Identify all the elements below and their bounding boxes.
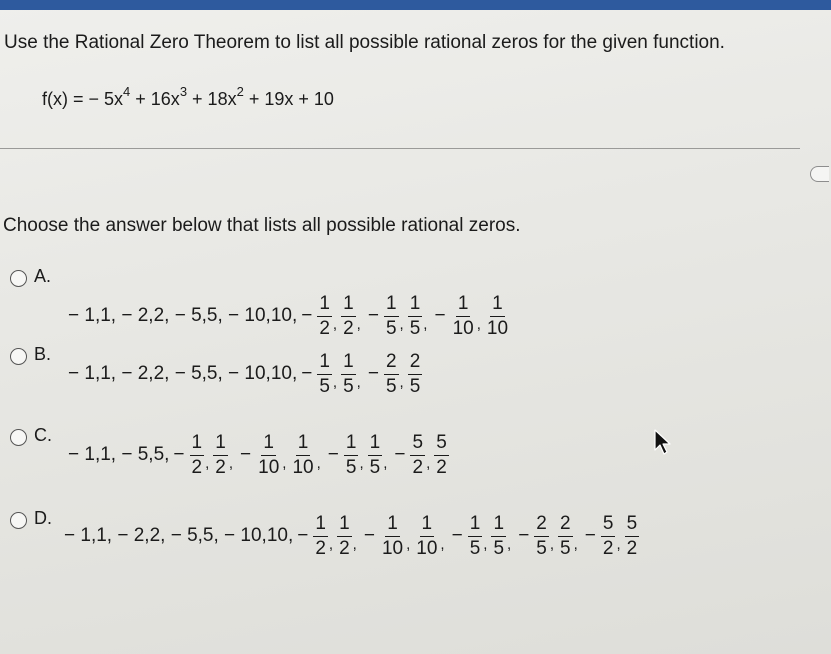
option-fractions — [297, 294, 511, 339]
comma-separator: , — [205, 454, 210, 472]
fraction-denominator: 5 — [409, 317, 421, 339]
fraction-numerator: 5 — [410, 433, 425, 456]
fraction-numerator: 1 — [368, 433, 383, 456]
fraction-sign: − — [518, 525, 530, 547]
function-expression — [42, 86, 334, 110]
fraction-denominator: 2 — [339, 537, 350, 559]
top-accent-bar — [0, 0, 831, 10]
fraction-numerator: 1 — [385, 514, 400, 537]
fraction-denominator: 2 — [315, 537, 326, 559]
fraction-numerator: 1 — [420, 514, 435, 537]
fraction — [408, 352, 423, 397]
option-letter: B. — [34, 344, 52, 364]
comma-separator: , — [352, 535, 357, 553]
fraction-denominator: 2 — [215, 456, 226, 478]
fraction-sign: − — [584, 525, 596, 547]
fraction — [384, 352, 399, 397]
comma-separator: , — [356, 315, 361, 333]
fraction-numerator: 1 — [261, 433, 276, 456]
option-letter: A. — [34, 266, 52, 286]
fraction — [534, 514, 549, 559]
fraction-numerator: 1 — [190, 433, 205, 456]
fraction-denominator: 2 — [343, 317, 354, 339]
fraction-sign: − — [451, 525, 463, 547]
fraction — [368, 433, 383, 478]
fraction-numerator: 1 — [384, 294, 399, 317]
fraction — [344, 433, 359, 478]
option-fractions — [169, 433, 449, 478]
fraction-numerator: 1 — [344, 433, 359, 456]
comma-separator: , — [616, 535, 621, 553]
fraction-numerator: 1 — [317, 294, 332, 317]
fraction-sign: − — [327, 444, 339, 466]
option-fractions — [297, 352, 423, 397]
fraction-numerator: 1 — [341, 352, 356, 375]
comma-separator: , — [507, 535, 512, 553]
fraction — [341, 294, 356, 339]
fraction — [290, 433, 315, 478]
section-divider — [0, 148, 800, 149]
fraction-denominator: 10 — [258, 456, 280, 478]
fraction-denominator: 5 — [345, 456, 357, 478]
fraction-sign: − — [240, 444, 252, 466]
function-term-3: + 18x — [187, 89, 237, 109]
answer-prompt: Choose the answer below that lists all possible rational zeros. — [3, 215, 521, 236]
fraction-denominator: 5 — [469, 537, 481, 559]
option-fractions — [293, 514, 640, 559]
answer-option-a[interactable] — [0, 262, 780, 339]
option-answer[interactable] — [68, 294, 511, 339]
radio-empty-icon[interactable] — [10, 429, 27, 446]
fraction-denominator: 2 — [626, 537, 638, 559]
fraction — [408, 294, 423, 339]
fraction — [410, 433, 425, 478]
fraction-numerator: 5 — [601, 514, 616, 537]
radio-empty-icon[interactable] — [10, 348, 27, 365]
option-integers: − 1,1, − 2,2, − 5,5, − 10,10, — [68, 363, 298, 385]
comma-separator: , — [359, 454, 364, 472]
fraction-numerator: 5 — [434, 433, 449, 456]
fraction — [213, 433, 228, 478]
comma-separator: , — [476, 315, 481, 333]
fraction-numerator: 1 — [468, 514, 483, 537]
fraction-sign: − — [297, 525, 309, 547]
fraction-denominator: 5 — [319, 375, 330, 397]
comma-separator: , — [483, 535, 488, 553]
fraction-numerator: 2 — [408, 352, 423, 375]
option-integers: − 1,1, − 5,5, — [68, 444, 170, 466]
fraction — [317, 294, 332, 339]
expand-handle-button[interactable] — [810, 166, 829, 182]
fraction-sign: − — [363, 525, 375, 547]
fraction-sign: − — [173, 444, 185, 466]
fraction-denominator: 5 — [385, 317, 397, 339]
mouse-pointer-icon — [652, 428, 674, 456]
fraction-sign: − — [301, 363, 313, 385]
fraction-numerator: 2 — [558, 514, 573, 537]
option-letter: C. — [34, 425, 52, 445]
comma-separator: , — [332, 315, 338, 333]
function-term-2: + 16x — [130, 89, 180, 109]
answer-option-d[interactable] — [0, 508, 780, 578]
comma-separator: , — [399, 315, 404, 333]
fraction — [485, 294, 510, 339]
fraction-numerator: 2 — [534, 514, 549, 537]
fraction-denominator: 2 — [191, 456, 203, 478]
fraction-denominator: 10 — [486, 317, 509, 339]
fraction — [601, 514, 616, 559]
fraction-denominator: 10 — [381, 537, 404, 559]
fraction-denominator: 5 — [409, 375, 421, 397]
comma-separator: , — [316, 454, 321, 472]
answer-option-b[interactable] — [0, 344, 780, 414]
fraction — [384, 294, 399, 339]
comma-separator: , — [440, 535, 445, 553]
fraction-numerator: 1 — [337, 514, 352, 537]
fraction — [434, 433, 449, 478]
fraction-denominator: 5 — [560, 537, 571, 559]
fraction — [414, 514, 439, 559]
fraction — [256, 433, 281, 478]
fraction-sign: − — [367, 363, 379, 385]
option-integers: − 1,1, − 2,2, − 5,5, − 10,10, — [64, 525, 294, 547]
fraction-denominator: 5 — [343, 375, 354, 397]
fraction-numerator: 1 — [296, 433, 311, 456]
fraction — [491, 514, 506, 559]
function-exponent-4: 4 — [123, 84, 131, 99]
option-integers: − 1,1, − 2,2, − 5,5, − 10,10, — [68, 305, 298, 327]
fraction-denominator: 5 — [536, 537, 547, 559]
fraction-denominator: 2 — [602, 537, 614, 559]
fraction — [190, 433, 205, 478]
option-answer[interactable] — [64, 514, 640, 559]
comma-separator: , — [423, 315, 428, 333]
comma-separator: , — [406, 535, 411, 553]
fraction-denominator: 5 — [493, 537, 505, 559]
fraction — [625, 514, 640, 559]
fraction — [313, 514, 328, 559]
fraction-numerator: 1 — [213, 433, 228, 456]
comma-separator: , — [549, 535, 555, 553]
fraction — [558, 514, 573, 559]
fraction-denominator: 10 — [452, 317, 474, 339]
fraction-sign: − — [367, 305, 379, 327]
comma-separator: , — [332, 373, 338, 391]
fraction-numerator: 1 — [317, 352, 332, 375]
comma-separator: , — [399, 373, 404, 391]
fraction-sign: − — [301, 305, 313, 327]
radio-empty-icon[interactable] — [10, 512, 27, 529]
option-answer[interactable] — [68, 433, 450, 478]
fraction — [468, 514, 483, 559]
function-exponent-3: 3 — [179, 84, 188, 99]
fraction-numerator: 5 — [625, 514, 640, 537]
fraction-denominator: 5 — [369, 456, 381, 478]
fraction-numerator: 2 — [384, 352, 399, 375]
fraction-numerator: 1 — [490, 294, 505, 317]
fraction-denominator: 10 — [416, 537, 438, 559]
fraction-sign: − — [394, 444, 406, 466]
fraction-numerator: 1 — [408, 294, 423, 317]
fraction — [317, 352, 332, 397]
comma-separator: , — [282, 454, 287, 472]
radio-empty-icon[interactable] — [10, 270, 27, 287]
option-letter: D. — [34, 508, 52, 528]
fraction — [380, 514, 405, 559]
fraction-denominator: 2 — [319, 317, 330, 339]
comma-separator: , — [383, 454, 388, 472]
comma-separator: , — [228, 454, 234, 472]
fraction — [451, 294, 476, 339]
option-answer[interactable] — [68, 352, 423, 397]
question-text: Use the Rational Zero Theorem to list all possible rational zeros for the given function. — [4, 32, 725, 53]
fraction-denominator: 10 — [292, 456, 314, 478]
fraction-sign: − — [434, 305, 446, 327]
function-exponent-2: 2 — [236, 84, 244, 99]
fraction-numerator: 1 — [313, 514, 328, 537]
fraction-numerator: 1 — [456, 294, 471, 317]
comma-separator: , — [573, 535, 578, 553]
fraction-denominator: 5 — [385, 375, 397, 397]
function-term-1: f(x) = − 5x — [42, 89, 124, 109]
fraction-numerator: 1 — [491, 514, 506, 537]
fraction — [337, 514, 352, 559]
fraction-numerator: 1 — [341, 294, 356, 317]
fraction-denominator: 2 — [412, 456, 424, 478]
fraction-denominator: 2 — [436, 456, 447, 478]
comma-separator: , — [426, 454, 431, 472]
function-term-4: + 19x + 10 — [243, 89, 334, 109]
comma-separator: , — [328, 535, 334, 553]
fraction — [341, 352, 356, 397]
comma-separator: , — [356, 373, 361, 391]
